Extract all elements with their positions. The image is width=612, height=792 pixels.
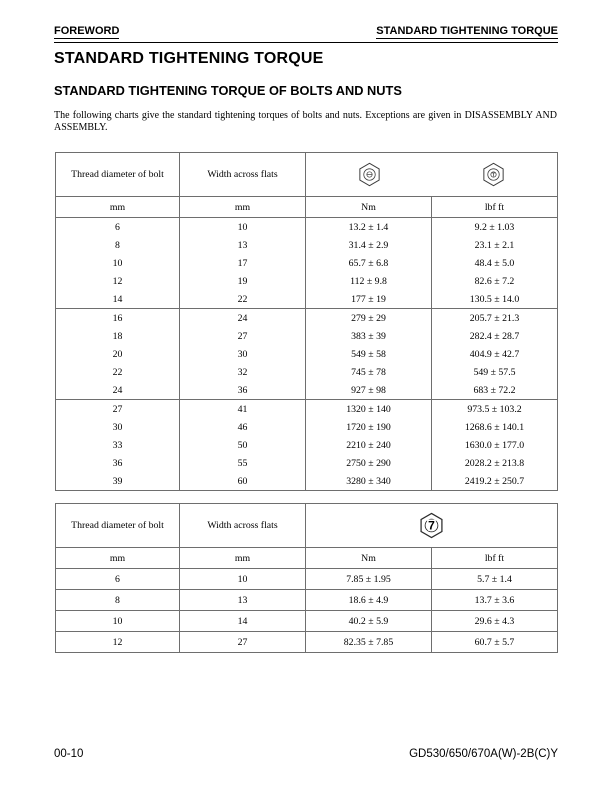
table-row <box>56 345 558 363</box>
table-body-7 <box>56 569 558 653</box>
table-cell: 927 ± 98 <box>306 381 432 400</box>
hex-bolt-head-theta-icon <box>357 162 382 187</box>
col-header-width-across-flats: Width across flats <box>180 504 306 548</box>
table-cell: 40.2 ± 5.9 <box>306 611 432 632</box>
table-cell: 55 <box>180 454 306 472</box>
table-cell: 18 <box>56 327 180 345</box>
page-title: STANDARD TIGHTENING TORQUE <box>54 50 324 67</box>
running-header-left: FOREWORD <box>54 25 120 37</box>
table-header-row <box>56 153 558 197</box>
table-cell: 10 <box>56 611 180 632</box>
torque-table-main-head <box>56 153 558 218</box>
table-cell: 32 <box>180 363 306 381</box>
table-cell: 82.6 ± 7.2 <box>432 272 558 290</box>
torque-table-7 <box>55 503 558 653</box>
table-cell: 10 <box>180 569 306 590</box>
table-cell: 24 <box>180 309 306 328</box>
table-cell: 8 <box>56 590 180 611</box>
table-cell: 8 <box>56 236 180 254</box>
col-header-thread-diameter: Thread diameter of bolt <box>56 504 180 548</box>
table-cell: 31.4 ± 2.9 <box>306 236 432 254</box>
table-cell: 19 <box>180 272 306 290</box>
table-cell: 1720 ± 190 <box>306 418 432 436</box>
table-cell: 16 <box>56 309 180 328</box>
hex-bolt-head-t-icon <box>481 162 506 187</box>
table-cell: 112 ± 9.8 <box>306 272 432 290</box>
table-cell: 205.7 ± 21.3 <box>432 309 558 328</box>
running-header <box>54 25 558 43</box>
table-cell: 10 <box>56 254 180 272</box>
table-cell: 383 ± 39 <box>306 327 432 345</box>
table-cell: 9.2 ± 1.03 <box>432 218 558 237</box>
torque-table-main-wrap <box>55 152 558 491</box>
unit-cell: Nm <box>306 197 432 218</box>
table-cell: 282.4 ± 28.7 <box>432 327 558 345</box>
page-footer <box>54 748 558 760</box>
table-cell: 2210 ± 240 <box>306 436 432 454</box>
table-cell: 2028.2 ± 213.8 <box>432 454 558 472</box>
table-cell: 2750 ± 290 <box>306 454 432 472</box>
table-cell: 404.9 ± 42.7 <box>432 345 558 363</box>
page-number: 00-10 <box>54 748 84 760</box>
table-cell: 973.5 ± 103.2 <box>432 400 558 419</box>
table-cell: 24 <box>56 381 180 400</box>
hex-bolt-head-7-icon <box>418 512 445 539</box>
table-group-medium <box>56 309 558 400</box>
table-cell: 1630.0 ± 177.0 <box>432 436 558 454</box>
table-row <box>56 272 558 290</box>
col-header-bolt-marks <box>306 153 558 197</box>
table-cell: 41 <box>180 400 306 419</box>
table-header-row <box>56 504 558 548</box>
table-cell: 27 <box>180 327 306 345</box>
unit-cell: lbf ft <box>432 197 558 218</box>
table-cell: 65.7 ± 6.8 <box>306 254 432 272</box>
table-row <box>56 290 558 309</box>
table-cell: 7.85 ± 1.95 <box>306 569 432 590</box>
unit-cell: mm <box>56 197 180 218</box>
torque-table-main <box>55 152 558 491</box>
table-cell: 14 <box>56 290 180 309</box>
table-row <box>56 569 558 590</box>
table-cell: 60.7 ± 5.7 <box>432 632 558 653</box>
col-header-thread-diameter: Thread diameter of bolt <box>56 153 180 197</box>
section-title: STANDARD TIGHTENING TORQUE OF BOLTS AND NUTS <box>54 83 402 98</box>
table-row <box>56 611 558 632</box>
table-cell: 549 ± 57.5 <box>432 363 558 381</box>
table-row <box>56 327 558 345</box>
table-cell: 130.5 ± 14.0 <box>432 290 558 309</box>
table-cell: 20 <box>56 345 180 363</box>
unit-cell: mm <box>56 548 180 569</box>
table-cell: 27 <box>180 632 306 653</box>
table-cell: 36 <box>56 454 180 472</box>
table-cell: 60 <box>180 472 306 491</box>
table-cell: 10 <box>180 218 306 237</box>
table-cell: 12 <box>56 632 180 653</box>
table-cell: 23.1 ± 2.1 <box>432 236 558 254</box>
table-cell: 177 ± 19 <box>306 290 432 309</box>
table-cell: 13 <box>180 590 306 611</box>
table-cell: 5.7 ± 1.4 <box>432 569 558 590</box>
model-code: GD530/650/670A(W)-2B(C)Y <box>409 748 558 760</box>
table-cell: 30 <box>56 418 180 436</box>
table-cell: 2419.2 ± 250.7 <box>432 472 558 491</box>
table-row <box>56 363 558 381</box>
table-cell: 13.2 ± 1.4 <box>306 218 432 237</box>
table-cell: 17 <box>180 254 306 272</box>
table-row <box>56 218 558 237</box>
table-cell: 745 ± 78 <box>306 363 432 381</box>
table-cell: 279 ± 29 <box>306 309 432 328</box>
table-row <box>56 454 558 472</box>
bolt-grade-7-label: 7 <box>428 518 435 533</box>
table-cell: 22 <box>180 290 306 309</box>
table-row <box>56 590 558 611</box>
table-row <box>56 236 558 254</box>
table-cell: 29.6 ± 4.3 <box>432 611 558 632</box>
table-row <box>56 472 558 491</box>
table-group-small <box>56 218 558 309</box>
table-row <box>56 309 558 328</box>
table-group-large <box>56 400 558 491</box>
torque-table-7-head <box>56 504 558 569</box>
table-cell: 82.35 ± 7.85 <box>306 632 432 653</box>
table-cell: 13 <box>180 236 306 254</box>
table-row <box>56 436 558 454</box>
table-cell: 39 <box>56 472 180 491</box>
table-cell: 36 <box>180 381 306 400</box>
table-row <box>56 381 558 400</box>
table-cell: 1320 ± 140 <box>306 400 432 419</box>
table-cell: 33 <box>56 436 180 454</box>
table-cell: 683 ± 72.2 <box>432 381 558 400</box>
table-cell: 3280 ± 340 <box>306 472 432 491</box>
table-cell: 14 <box>180 611 306 632</box>
unit-cell: Nm <box>306 548 432 569</box>
table-units-row <box>56 197 558 218</box>
table-cell: 18.6 ± 4.9 <box>306 590 432 611</box>
unit-cell: mm <box>180 548 306 569</box>
col-header-bolt-mark-7 <box>306 504 558 548</box>
table-cell: 50 <box>180 436 306 454</box>
running-header-right: STANDARD TIGHTENING TORQUE <box>376 25 558 37</box>
col-header-width-across-flats: Width across flats <box>180 153 306 197</box>
table-cell: 12 <box>56 272 180 290</box>
table-cell: 549 ± 58 <box>306 345 432 363</box>
table-units-row <box>56 548 558 569</box>
unit-cell: lbf ft <box>432 548 558 569</box>
table-row <box>56 632 558 653</box>
table-cell: 6 <box>56 569 180 590</box>
table-cell: 22 <box>56 363 180 381</box>
torque-table-7-wrap <box>55 503 558 653</box>
table-row <box>56 400 558 419</box>
table-cell: 46 <box>180 418 306 436</box>
table-cell: 1268.6 ± 140.1 <box>432 418 558 436</box>
unit-cell: mm <box>180 197 306 218</box>
table-row <box>56 418 558 436</box>
table-cell: 30 <box>180 345 306 363</box>
table-cell: 27 <box>56 400 180 419</box>
intro-paragraph: The following charts give the standard tightening torques of bolts and nuts. Exceptions are given in DISASSEMBLY AND ASSEMBLY. <box>54 110 557 133</box>
table-cell: 13.7 ± 3.6 <box>432 590 558 611</box>
table-cell: 48.4 ± 5.0 <box>432 254 558 272</box>
table-cell: 6 <box>56 218 180 237</box>
table-row <box>56 254 558 272</box>
